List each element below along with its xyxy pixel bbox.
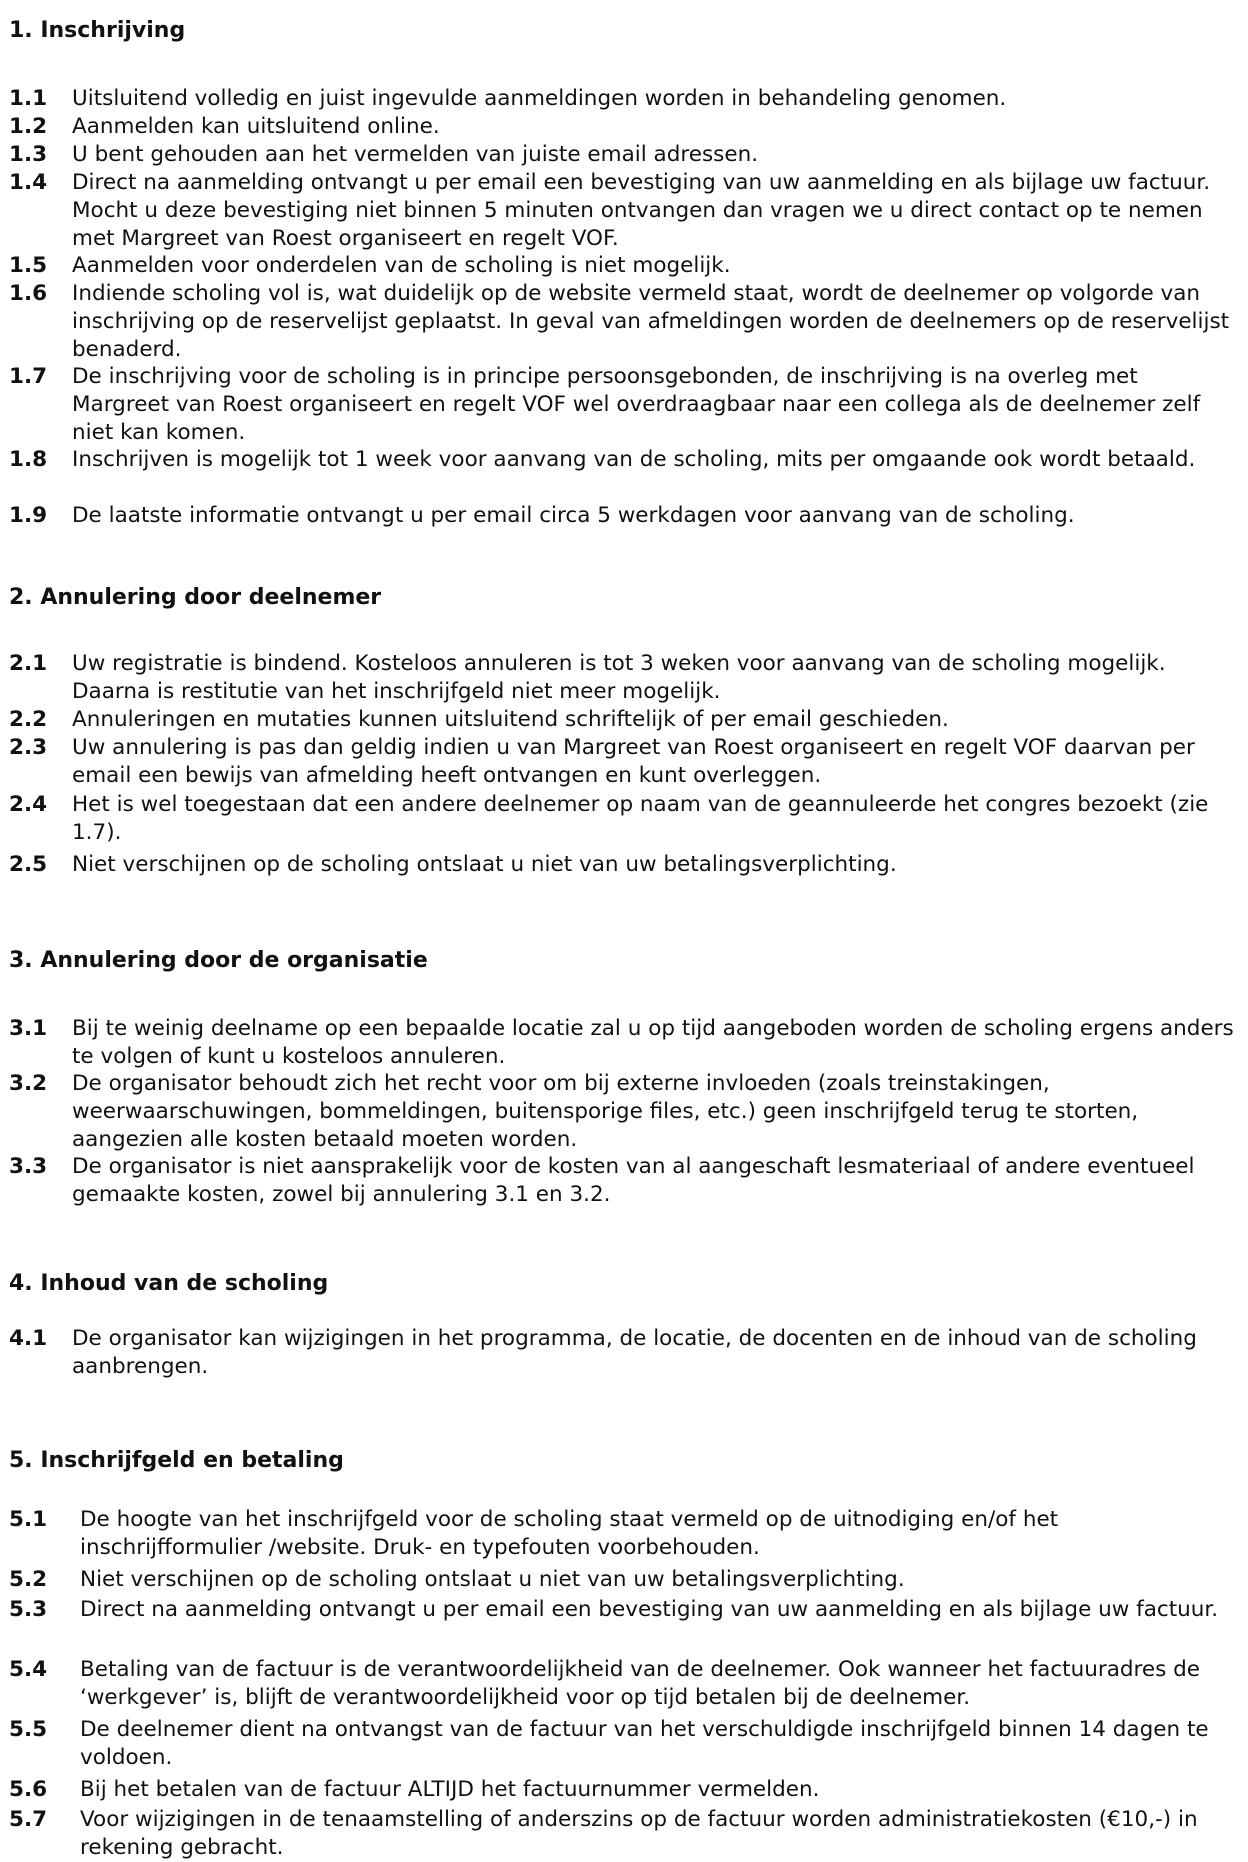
- clause-number: 5.7: [9, 1807, 48, 1832]
- clause-1-8: [9, 446, 1241, 474]
- clause-text: De organisator is niet aansprakelijk voor de kosten van al aangeschaft lesmateriaal of andere eventueel gemaakte kosten, zowel bij annulering 3.1 en 3.2.: [72, 1154, 1195, 1207]
- clause-number: 3.3: [9, 1154, 48, 1179]
- section-title-inhoud-scholing: 4. Inhoud van de scholing: [9, 1271, 329, 1296]
- clause-4-1: [9, 1325, 1241, 1381]
- clause-text: Direct na aanmelding ontvangt u per email een bevestiging van uw aanmelding en als bijlage uw factuur. Mocht u deze bevestiging niet binnen 5 minuten ontvangen dan vragen we u direct contact op te nemen met Margreet van Roest organiseert en regelt VOF.: [72, 170, 1211, 251]
- clause-number: 5.6: [9, 1777, 48, 1802]
- clause-text: Uitsluitend volledig en juist ingevulde aanmeldingen worden in behandeling genomen.: [72, 86, 1007, 111]
- clause-1-7: [9, 363, 1241, 446]
- clause-number: 5.3: [9, 1597, 48, 1622]
- clause-text: Direct na aanmelding ontvangt u per email een bevestiging van uw aanmelding en als bijlage uw factuur.: [80, 1597, 1219, 1622]
- clause-5-2: [9, 1566, 1241, 1594]
- clause-5-7: [9, 1806, 1241, 1862]
- section-title-inschrijfgeld-betaling: 5. Inschrijfgeld en betaling: [9, 1448, 344, 1473]
- clause-1-3: [9, 141, 1241, 169]
- clause-number: 5.2: [9, 1567, 48, 1592]
- clause-number: 2.1: [9, 651, 48, 676]
- clause-text: De hoogte van het inschrijfgeld voor de scholing staat vermeld op de uitnodiging en/of het inschrijfformulier /website. Druk- en typefouten voorbehouden.: [80, 1507, 1059, 1560]
- clause-number: 2.3: [9, 735, 48, 760]
- clause-text: De inschrijving voor de scholing is in principe persoonsgebonden, de inschrijving is na overleg met Margreet van Roest organiseert en regelt VOF wel overdraagbaar naar een collega als de deelnemer zelf niet kan komen.: [72, 364, 1201, 445]
- clause-text: U bent gehouden aan het vermelden van juiste email adressen.: [72, 142, 759, 167]
- clause-number: 1.1: [9, 86, 48, 111]
- clause-number: 1.2: [9, 114, 48, 139]
- clause-number: 4.1: [9, 1326, 48, 1351]
- clause-text: Inschrijven is mogelijk tot 1 week voor aanvang van de scholing, mits per omgaande ook wordt betaald.: [72, 447, 1196, 472]
- clause-2-5: [9, 851, 1241, 879]
- clause-1-2: [9, 113, 1241, 141]
- clause-text: Betaling van de factuur is de verantwoordelijkheid van de deelnemer. Ook wanneer het factuuradres de ‘werkgever’ is, blijft de verantwoordelijkheid voor op tijd betalen bij de deelnemer.: [80, 1657, 1201, 1710]
- clause-text: De organisator behoudt zich het recht voor om bij externe invloeden (zoals treinstakingen, weerwaarschuwingen, bommeldingen, buitensporige files, etc.) geen inschrijfgeld terug te storten, aangezien alle kosten betaald moeten worden.: [72, 1071, 1139, 1152]
- clause-number: 5.1: [9, 1507, 48, 1532]
- clause-number: 5.4: [9, 1657, 48, 1682]
- clause-2-3: [9, 734, 1241, 790]
- clause-number: 2.4: [9, 792, 48, 817]
- clause-5-5: [9, 1716, 1241, 1772]
- clause-1-9: [9, 502, 1241, 530]
- clause-number: 1.9: [9, 503, 48, 528]
- clause-text: De laatste informatie ontvangt u per email circa 5 werkdagen voor aanvang van de scholing.: [72, 503, 1075, 528]
- clause-5-4: [9, 1656, 1241, 1712]
- clause-5-3: [9, 1596, 1241, 1624]
- section-title-inschrijving: 1. Inschrijving: [9, 18, 186, 43]
- clause-number: 3.2: [9, 1071, 48, 1096]
- clause-number: 1.3: [9, 142, 48, 167]
- clause-2-4: [9, 791, 1241, 847]
- clause-5-1: [9, 1506, 1241, 1562]
- clause-text: Voor wijzigingen in de tenaamstelling of anderszins op de factuur worden administratiekosten (€10,-) in rekening gebracht.: [80, 1807, 1198, 1860]
- clause-text: Niet verschijnen op de scholing ontslaat u niet van uw betalingsverplichting.: [80, 1567, 905, 1592]
- clause-number: 1.7: [9, 364, 48, 389]
- clause-text: Bij te weinig deelname op een bepaalde locatie zal u op tijd aangeboden worden de scholing ergens anders te volgen of kunt u kosteloos annuleren.: [72, 1016, 1234, 1069]
- clause-number: 1.8: [9, 447, 48, 472]
- clause-2-1: [9, 650, 1241, 706]
- clause-3-1: [9, 1015, 1241, 1071]
- clause-5-6: [9, 1776, 1241, 1804]
- section-title-annulering-organisatie: 3. Annulering door de organisatie: [9, 948, 428, 973]
- clause-number: 3.1: [9, 1016, 48, 1041]
- clause-text: Bij het betalen van de factuur ALTIJD het factuurnummer vermelden.: [80, 1777, 820, 1802]
- clause-text: Het is wel toegestaan dat een andere deelnemer op naam van de geannuleerde het congres bezoekt (zie 1.7).: [72, 792, 1209, 845]
- clause-number: 1.5: [9, 253, 48, 278]
- clause-text: Niet verschijnen op de scholing ontslaat u niet van uw betalingsverplichting.: [72, 852, 897, 877]
- clause-text: De deelnemer dient na ontvangst van de factuur van het verschuldigde inschrijfgeld binnen 14 dagen te voldoen.: [80, 1717, 1209, 1770]
- clause-text: Uw registratie is bindend. Kosteloos annuleren is tot 3 weken voor aanvang van de scholing mogelijk. Daarna is restitutie van het inschrijfgeld niet meer mogelijk.: [72, 651, 1166, 704]
- section-title-annulering-deelnemer: 2. Annulering door deelnemer: [9, 585, 382, 610]
- clause-1-4: [9, 169, 1241, 252]
- clause-text: De organisator kan wijzigingen in het programma, de locatie, de docenten en de inhoud van de scholing aanbrengen.: [72, 1326, 1197, 1379]
- clause-number: 2.2: [9, 707, 48, 732]
- clause-3-2: [9, 1070, 1241, 1153]
- clause-number: 1.4: [9, 170, 48, 195]
- clause-text: Uw annulering is pas dan geldig indien u van Margreet van Roest organiseert en regelt VOF daarvan per email een bewijs van afmelding heeft ontvangen en kunt overleggen.: [72, 735, 1195, 788]
- clause-number: 1.6: [9, 281, 48, 306]
- clause-text: Aanmelden kan uitsluitend online.: [72, 114, 440, 139]
- clause-text: Aanmelden voor onderdelen van de scholing is niet mogelijk.: [72, 253, 731, 278]
- clause-number: 2.5: [9, 852, 48, 877]
- clause-1-6: [9, 280, 1241, 363]
- clause-text: Indiende scholing vol is, wat duidelijk op de website vermeld staat, wordt de deelnemer op volgorde van inschrijving op de reservelijst geplaatst. In geval van afmeldingen worden de deelnemers op de reservelijst benaderd.: [72, 281, 1230, 362]
- clause-2-2: [9, 706, 1241, 734]
- clause-number: 5.5: [9, 1717, 48, 1742]
- clause-text: Annuleringen en mutaties kunnen uitsluitend schriftelijk of per email geschieden.: [72, 707, 949, 732]
- clause-1-5: [9, 252, 1241, 280]
- clause-3-3: [9, 1153, 1241, 1209]
- clause-1-1: [9, 85, 1241, 113]
